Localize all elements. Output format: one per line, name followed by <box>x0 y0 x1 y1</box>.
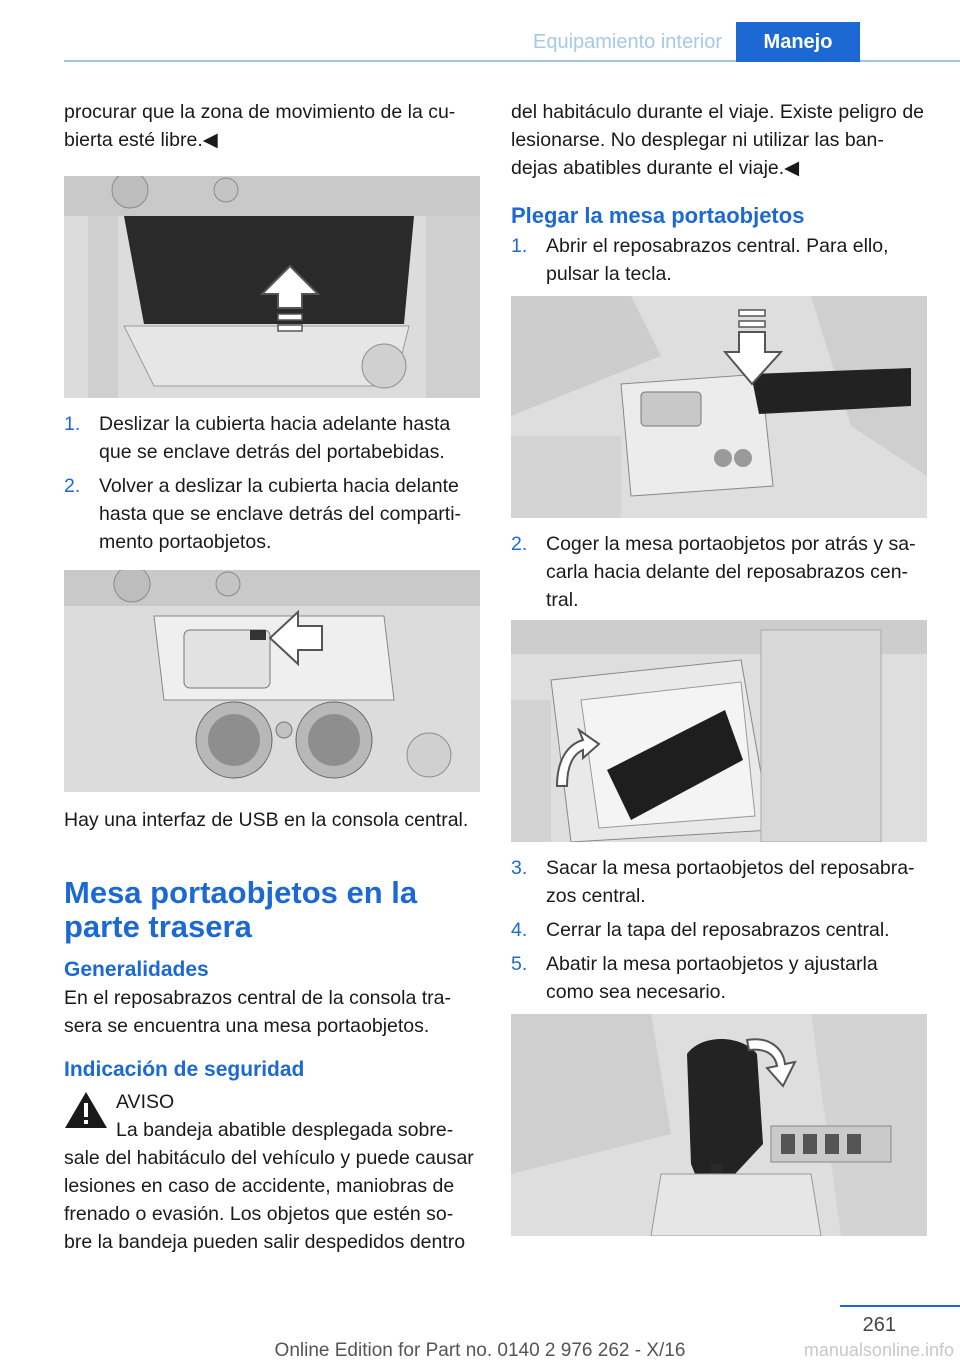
heading-safety: Indicación de seguridad <box>64 1058 305 1081</box>
arrow-curve-icon <box>743 1034 799 1090</box>
figure-table-unfold <box>511 1014 927 1236</box>
left-column <box>64 98 482 1256</box>
steps-cover <box>64 410 482 556</box>
watermark: manualsonline.info <box>803 1340 954 1360</box>
step-number: 3. <box>511 857 528 879</box>
steps-fold-3 <box>511 854 929 1006</box>
warning-text: sale del habitáculo del vehículo y puede causar lesiones en caso de accidente, maniobras de frenado o evasión. Los objetos que estén so‐ bre la bandeja pueden salir despedidos dentro <box>64 1147 474 1253</box>
warning-label: AVISO <box>116 1091 175 1113</box>
usb-text: Hay una interfaz de USB en la consola central. <box>64 809 469 831</box>
figure-console-cover <box>64 176 480 398</box>
intro-text: procurar que la zona de movimiento de la cu‐ bierta esté libre.◀ <box>64 101 456 151</box>
figure-table-pull <box>511 620 927 842</box>
general-text: En el reposabrazos central de la consola tra‐ sera se encuentra una mesa portaobjetos. <box>64 987 451 1037</box>
list-item <box>64 472 482 556</box>
step-text: Abrir el reposabrazos central. Para ello, pulsar la tecla. <box>546 235 889 285</box>
header-section-title: Equipamiento interior <box>533 31 722 53</box>
warning-triangle-icon <box>64 1090 108 1130</box>
page-number: 261 <box>862 1314 896 1336</box>
list-item <box>511 232 929 288</box>
list-item <box>511 530 929 614</box>
step-text: Cerrar la tapa del reposabrazos central. <box>546 919 890 941</box>
step-number: 5. <box>511 953 528 975</box>
steps-fold-1 <box>511 232 929 288</box>
step-text: Coger la mesa portaobjetos por atrás y sa‐ carla hacia delante del reposabrazos cen‐ tral. <box>546 533 916 611</box>
step-text: Volver a deslizar la cubierta hacia delante hasta que se enclave detrás del comparti‐ mento portaobjetos. <box>99 475 462 553</box>
step-text: Abatir la mesa portaobjetos y ajustarla como sea necesario. <box>546 953 878 1003</box>
footer-rule <box>840 1305 960 1307</box>
step-number: 1. <box>64 413 81 435</box>
list-item <box>64 410 482 466</box>
warning-block <box>64 1088 482 1144</box>
warning-head <box>116 1088 482 1144</box>
arrow-left-icon <box>268 610 324 666</box>
heading-general: Generalidades <box>64 958 209 981</box>
step-number: 2. <box>64 475 81 497</box>
steps-fold-2 <box>511 530 929 614</box>
footer-edition: Online Edition for Part no. 0140 2 976 262 - X/16 <box>274 1340 686 1361</box>
warning-first-line: La bandeja abatible desplegada sobre‐ <box>116 1119 454 1141</box>
list-item <box>511 854 929 910</box>
warning-continued: del habitáculo durante el viaje. Existe peligro de lesionarse. No desplegar ni utilizar las ban‐ dejas abatibles durante el viaje.◀ <box>511 101 925 179</box>
step-text: Sacar la mesa portaobjetos del reposabra‐ zos central. <box>546 857 915 907</box>
right-column <box>511 98 929 1236</box>
arrow-down-icon <box>723 308 783 388</box>
header-chapter-tab[interactable]: Manejo <box>736 22 860 62</box>
step-number: 4. <box>511 919 528 941</box>
list-item <box>511 916 929 944</box>
arrow-up-icon <box>260 264 320 336</box>
step-text: Deslizar la cubierta hacia adelante hasta que se enclave detrás del portabebidas. <box>99 413 451 463</box>
arrow-curve-icon <box>553 728 601 788</box>
step-number: 1. <box>511 235 528 257</box>
heading-fold-table: Plegar la mesa portaobjetos <box>511 203 805 228</box>
section-title: Mesa portaobjetos en la parte trasera <box>64 875 418 944</box>
step-number: 2. <box>511 533 528 555</box>
figure-armrest-button <box>511 296 927 518</box>
list-item <box>511 950 929 1006</box>
figure-usb-port <box>64 570 480 792</box>
